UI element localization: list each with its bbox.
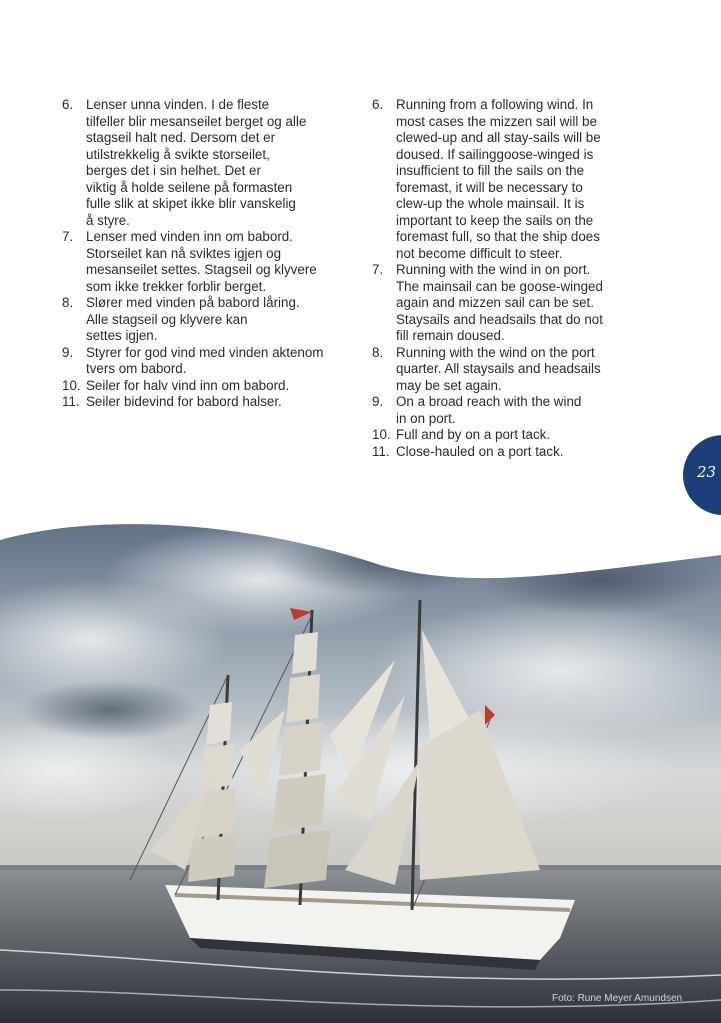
- list-item: [62, 97, 352, 229]
- item-number: 11.: [62, 394, 80, 409]
- item-text: Running with the wind in on port. The mainsail can be goose-winged again and mizzen sail can be set. Staysails and headsails that do not fill remain doused.: [396, 262, 603, 343]
- item-text: Seiler bidevind for babord halser.: [86, 394, 282, 409]
- item-number: 11.: [372, 443, 390, 459]
- norwegian-sail-list: [62, 97, 352, 411]
- list-item: [62, 345, 352, 378]
- item-number: 7.: [372, 262, 384, 277]
- item-number: 7.: [62, 229, 74, 244]
- english-sail-list: [372, 97, 622, 460]
- list-item: [372, 444, 622, 461]
- item-text: Full and by on a port tack.: [396, 427, 551, 442]
- item-number: 10.: [62, 377, 81, 393]
- item-number: 9.: [372, 394, 384, 409]
- item-number: 8.: [62, 295, 74, 310]
- item-number: 6.: [62, 97, 74, 112]
- norwegian-column: [62, 97, 352, 411]
- item-number: 9.: [62, 344, 74, 360]
- tall-ship-photo: [0, 520, 721, 1023]
- list-item: [372, 262, 622, 345]
- item-text: Running from a following wind. In most cases the mizzen sail will be clewed-up and all stay-sails will be doused. If sailinggoose-winged is insufficient to fill the sails on the foremast, it will be necessary to clew-up the whole mainsail. It is important to keep the sails on the foremast full, so that the ship does not become difficult to steer.: [396, 97, 601, 261]
- item-text: Styrer for god vind med vinden aktenom tvers om babord.: [86, 344, 324, 376]
- item-number: 8.: [372, 344, 384, 360]
- list-item: [62, 295, 352, 345]
- list-item: [62, 378, 352, 395]
- item-text: Close-hauled on a port tack.: [396, 443, 564, 459]
- item-text: On a broad reach with the wind in on port.: [396, 394, 582, 426]
- list-item: [372, 97, 622, 262]
- item-text: Slører med vinden på babord låring. Alle stagseil og klyvere kan settes igjen.: [86, 295, 300, 343]
- item-number: 10.: [372, 427, 391, 442]
- item-text: Lenser unna vinden. I de fleste tilfeller blir mesanseilet berget og alle stagseil halt ned. Dersom det er utilstrekkelig å svikte storseilet, berges det i sin helhet. Det er viktig å holde seilene på formasten fulle slik at skipet ikke blir vanskelig å styre.: [86, 97, 307, 228]
- english-column: [372, 97, 622, 460]
- item-text: Seiler for halv vind inn om babord.: [86, 377, 290, 393]
- list-item: [372, 345, 622, 395]
- list-item: [372, 427, 622, 444]
- item-text: Lenser med vinden inn om babord. Storseilet kan nå sviktes igjen og mesanseilet settes. Stagseil og klyvere som ikke trekker forblir berget.: [86, 229, 317, 294]
- list-item: [62, 229, 352, 295]
- list-item: [372, 394, 622, 427]
- page-number: 23: [697, 463, 717, 481]
- item-number: 6.: [372, 97, 384, 112]
- list-item: [62, 394, 352, 411]
- item-text: Running with the wind on the port quarter. All staysails and headsails may be set again.: [396, 344, 601, 393]
- photo-credit: Foto: Rune Meyer Amundsen: [552, 993, 683, 1004]
